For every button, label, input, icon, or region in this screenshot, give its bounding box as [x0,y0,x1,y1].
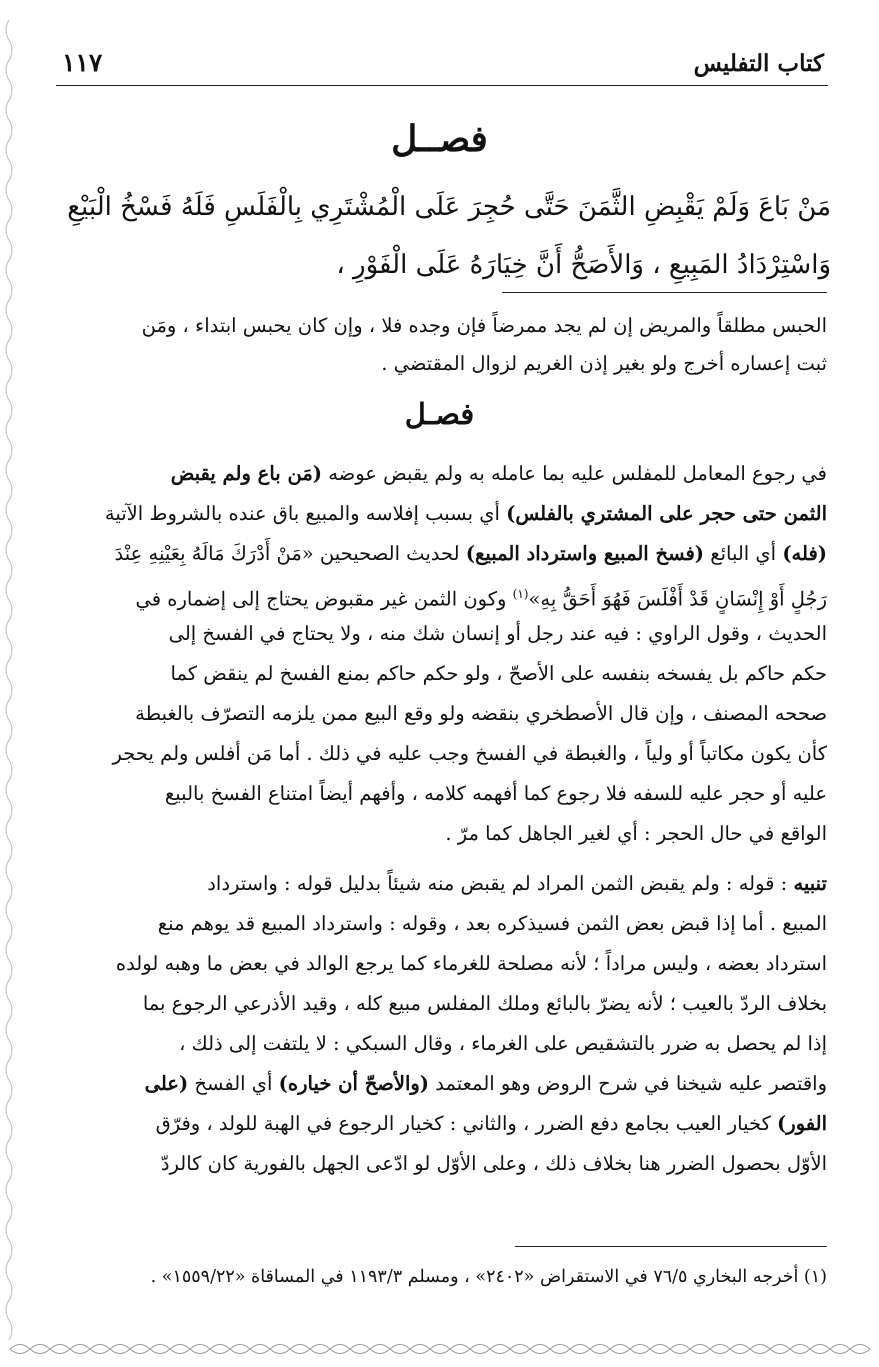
commentary-line: الأوّل بحصول الضرر هنا بخلاف ذلك ، وعلى الأوّل لو ادّعى الجهل بالفورية كان كالردّ [160,1152,827,1175]
commentary-line: تنبيه : قوله : ولم يقبض الثمن المراد لم يقبض منه شيئاً بدليل قوله : واسترداد [207,872,827,895]
matn-quote: (مَن باع ولم يقبض [170,462,322,485]
decorative-border-bottom [10,1338,870,1360]
footnote: (١) أخرجه البخاري ٧٦/٥ في الاستقراض «٢٤٠٢» ، ومسلم ١١٩٣/٣ في المساقاة «١٥٥٩/٢٢» . [150,1267,827,1287]
commentary-line: كأن يكون مكاتباً أو ولياً ، والغبطة في الفسخ وجب عليه في ذلك . أما مَن أفلس ولم يحجر [112,742,827,765]
matn-quote: (والأصحّ أن خياره) [278,1072,430,1095]
commentary-text [51,454,827,1184]
matn-section-heading: فصــل [391,118,488,160]
matn-quote: (على [144,1072,189,1095]
matn-line: وَاسْتِرْدَادُ المَبِيعِ ، وَالأَصَحُّ أَنَّ خِيَارَهُ عَلَى الْفَوْرِ ، [336,250,831,280]
commentary-line: ثبت إعساره أخرج ولو بغير إذن الغريم لزوال المقتضي . [381,352,827,375]
commentary-line: إذا لم يحصل به ضرر بالتشقيص على الغرماء ، وقال السبكي : لا يلتفت إلى ذلك ، [179,1032,827,1055]
commentary-line: الثمن حتى حجر على المشتري بالفلس) أي بسبب إفلاسه والمبيع باق عنده بالشروط الآتية [104,502,827,525]
decorative-border-left [2,20,16,1350]
commentary-line: رَجُلٍ أَوْ إِنْسَانٍ قَدْ أَفْلَسَ فَهُوَ أَحَقُّ بِهِ»$^{(١)}$ وكون الثمن غير مقبوض يحتاج إلى إضماره في [135,587,827,611]
matn-text [48,178,831,294]
commentary-line: حكم حاكم بل يفسخه بنفسه على الأصحّ ، ولو حكم حاكم بمنع الفسخ لم ينقض كما [170,662,827,685]
chapter-title: كتاب التفليس [693,50,824,77]
commentary-line: الحديث ، وقول الراوي : فيه عند رجل أو إنسان شك منه ، ولا يحتاج في الفسخ إلى [168,622,827,645]
commentary-line: الواقع في حال الحجر : أي لغير الجاهل كما مرّ . [445,822,827,845]
matn-quote: الثمن حتى حجر على المشتري بالفلس) [506,502,827,525]
matn-quote: (فسخ المبيع واسترداد المبيع) [465,542,705,565]
commentary-line: الحبس مطلقاً والمريض إن لم يجد ممرضاً فإن وجده فلا ، وإن كان يحبس ابتداء ، ومَن [141,314,827,337]
commentary-line: في رجوع المعامل للمفلس عليه بما عامله به ولم يقبض عوضه (مَن باع ولم يقبض [170,462,827,485]
commentary-line: الفور) كخيار العيب بجامع دفع الضرر ، والثاني : كخيار الرجوع في الهبة للولد ، وفرّق [155,1112,827,1135]
page-number: ١١٧ [62,48,103,77]
note-label: تنبيه [793,872,827,895]
commentary-line: عليه أو حجر عليه للسفه فلا رجوع كما أفهمه كلامه ، وأفهم أيضاً امتناع الفسخ بالبيع [164,782,827,805]
footnote-marker: (١) [512,587,529,601]
commentary-line: المبيع . أما إذا قبض بعض الثمن فسيذكره بعد ، وقوله : واسترداد المبيع قد يوهم منع [157,912,827,935]
matn-divider [502,292,827,293]
commentary-line: بخلاف الردّ بالعيب ؛ لأنه يضرّ بالبائع وملك المفلس مبيع كله ، وقيد الأذرعي الرجوع بما [142,992,827,1015]
commentary-section-heading: فصـل [404,397,475,431]
matn-quote: الفور) [777,1112,827,1135]
footnote-divider [515,1246,827,1247]
commentary-line: استرداد بعضه ، وليس مراداً ؛ لأنه مصلحة للغرماء كما يرجع الوالد في بعض ما وهبه لولده [115,952,827,975]
carry-over-commentary [51,307,827,383]
matn-quote: (فله) [782,542,827,565]
commentary-line: (فله) أي البائع (فسخ المبيع واسترداد المبيع) لحديث الصحيحين «مَنْ أَدْرَكَ مَالَهُ بِعَيْنِهِ عِنْدَ [114,542,827,565]
commentary-line: واقتصر عليه شيخنا في شرح الروض وهو المعتمد (والأصحّ أن خياره) أي الفسخ (على [144,1072,827,1095]
matn-line: مَنْ بَاعَ وَلَمْ يَقْبِضِ الثَّمَنَ حَتَّى حُجِرَ عَلَى الْمُشْتَرِي بِالْفَلَسِ فَلَهُ فَسْخُ الْبَيْعِ [67,192,831,222]
running-head [56,46,828,86]
commentary-line: صححه المصنف ، وإن قال الأصطخري بنقضه ولو وقع البيع ممن يلزمه التصرّف بالغبطة [135,702,827,725]
